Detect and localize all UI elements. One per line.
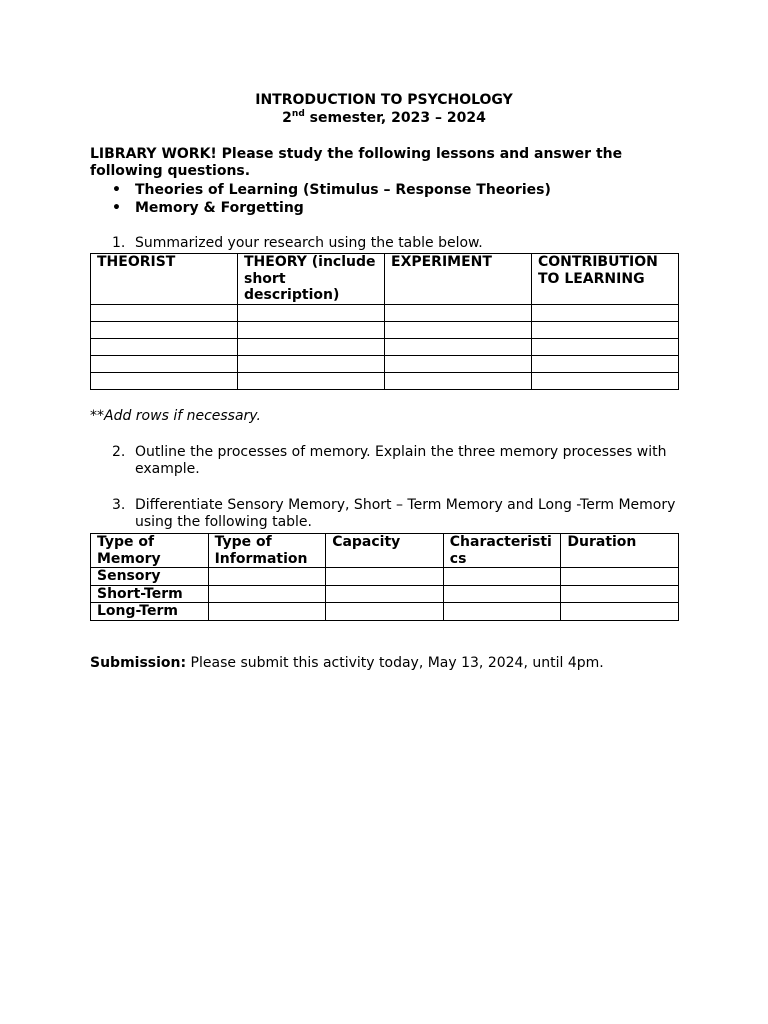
table-cell[interactable] <box>385 356 532 373</box>
bullet-marker: • <box>112 200 121 216</box>
lesson-bullet-1: Theories of Learning (Stimulus – Response Theories) <box>135 182 551 198</box>
bullet-marker: • <box>112 182 121 198</box>
question-1-number: 1. <box>112 235 126 251</box>
add-rows-note: **Add rows if necessary. <box>90 408 261 424</box>
table-row <box>91 322 679 339</box>
question-3-number: 3. <box>112 497 126 513</box>
semester-ordinal: 2 <box>282 110 292 126</box>
lesson-bullet-2: Memory & Forgetting <box>135 200 304 216</box>
table-cell[interactable] <box>385 322 532 339</box>
table-cell[interactable] <box>385 373 532 390</box>
table-cell[interactable] <box>91 356 238 373</box>
question-3-text: Differentiate Sensory Memory, Short – Term Memory and Long -Term Memory using the following table. <box>135 497 676 530</box>
table-cell[interactable] <box>91 373 238 390</box>
table-cell[interactable] <box>91 339 238 356</box>
table-header-row <box>91 534 679 568</box>
table-row <box>91 305 679 322</box>
semester-rest: semester, 2023 – 2024 <box>304 110 486 126</box>
theorist-table <box>90 253 679 390</box>
table-row <box>91 585 679 603</box>
table-cell[interactable] <box>443 585 561 603</box>
table-cell[interactable] <box>443 603 561 621</box>
table-cell[interactable] <box>532 356 679 373</box>
table-row <box>91 339 679 356</box>
table-cell[interactable] <box>561 603 679 621</box>
table-row <box>91 603 679 621</box>
header-cell-capacity: Capacity <box>326 534 444 568</box>
course-title: INTRODUCTION TO PSYCHOLOGY <box>255 92 513 108</box>
table-cell[interactable] <box>532 305 679 322</box>
table-cell[interactable] <box>208 568 326 586</box>
semester-line <box>0 110 768 127</box>
table-cell[interactable] <box>238 356 385 373</box>
question-1-text: Summarized your research using the table below. <box>135 235 483 251</box>
submission-line <box>90 655 604 672</box>
memory-types-table <box>90 533 679 621</box>
semester-suffix: nd <box>291 109 305 119</box>
table-cell[interactable] <box>208 603 326 621</box>
submission-label: Submission: <box>90 655 187 671</box>
table-cell[interactable] <box>532 373 679 390</box>
library-work-instructions: LIBRARY WORK! Please study the following lessons and answer the following questions. <box>90 146 623 179</box>
header-cell-type-of-memory: Type of Memory <box>91 534 209 568</box>
header-cell-theory: THEORY (include short description) <box>238 254 385 305</box>
table-cell[interactable] <box>91 305 238 322</box>
table-cell[interactable] <box>326 603 444 621</box>
table-cell[interactable] <box>326 585 444 603</box>
row-label-long-term: Long-Term <box>91 603 209 621</box>
table-row <box>91 568 679 586</box>
table-row <box>91 356 679 373</box>
table-cell[interactable] <box>443 568 561 586</box>
header-cell-characteristics: Characteristi cs <box>443 534 561 568</box>
table-cell[interactable] <box>238 305 385 322</box>
table-cell[interactable] <box>532 322 679 339</box>
table-cell[interactable] <box>561 568 679 586</box>
header-cell-type-of-information: Type of Information <box>208 534 326 568</box>
header-cell-experiment: EXPERIMENT <box>385 254 532 305</box>
table-cell[interactable] <box>385 339 532 356</box>
table-header-row <box>91 254 679 305</box>
table-cell[interactable] <box>238 339 385 356</box>
header-cell-theorist: THEORIST <box>91 254 238 305</box>
table-cell[interactable] <box>208 585 326 603</box>
table-cell[interactable] <box>238 373 385 390</box>
table-cell[interactable] <box>326 568 444 586</box>
header-cell-contribution: CONTRIBUTION TO LEARNING <box>532 254 679 305</box>
table-cell[interactable] <box>532 339 679 356</box>
table-cell[interactable] <box>238 322 385 339</box>
table-cell[interactable] <box>91 322 238 339</box>
table-row <box>91 373 679 390</box>
question-2-text: Outline the processes of memory. Explain the three memory processes with example. <box>135 444 667 477</box>
submission-text: Please submit this activity today, May 13, 2024, until 4pm. <box>186 655 604 671</box>
table-cell[interactable] <box>561 585 679 603</box>
header-cell-duration: Duration <box>561 534 679 568</box>
table-cell[interactable] <box>385 305 532 322</box>
row-label-sensory: Sensory <box>91 568 209 586</box>
row-label-short-term: Short-Term <box>91 585 209 603</box>
question-2-number: 2. <box>112 444 126 460</box>
